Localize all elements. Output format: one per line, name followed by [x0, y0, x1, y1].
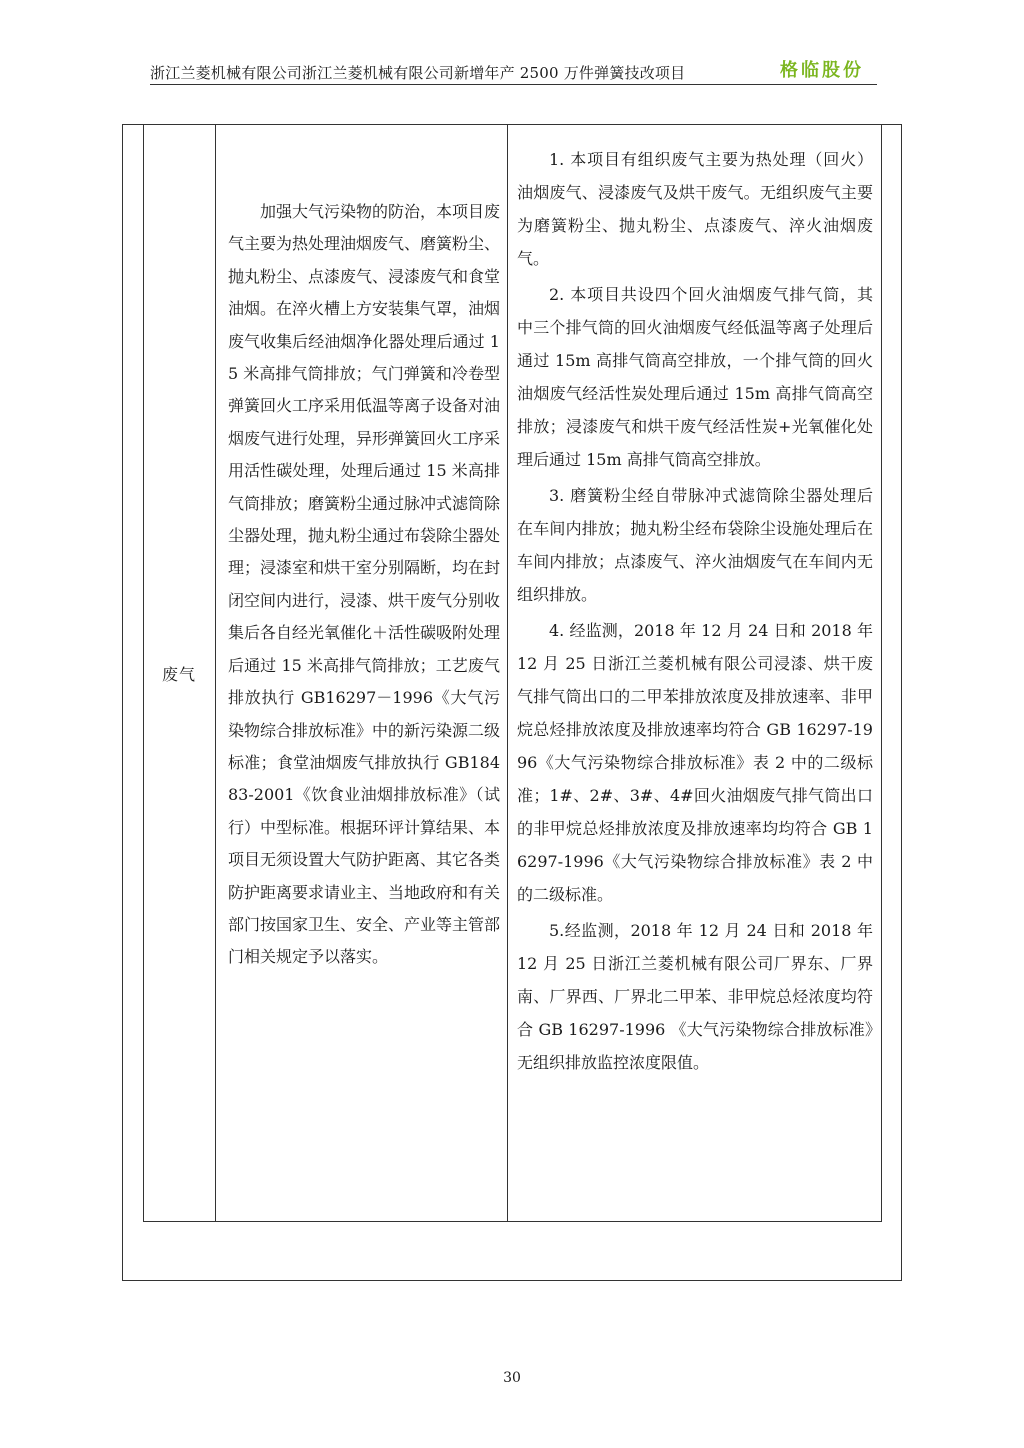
implementation-cell	[517, 143, 873, 1082]
document-header-title: 浙江兰菱机械有限公司浙江兰菱机械有限公司新增年产 2500 万件弹簧技改项目	[150, 64, 686, 82]
implementation-item-3: 3. 磨簧粉尘经自带脉冲式滤筒除尘器处理后在车间内排放；抛丸粉尘经布袋除尘设施处理后在车间内排放；点漆废气、淬火油烟废气在车间内无组织排放。	[517, 486, 873, 604]
page-number: 30	[503, 1370, 521, 1386]
company-logo: 格临股份	[780, 60, 864, 81]
requirement-cell-text: 加强大气污染物的防治，本项目废气主要为热处理油烟废气、磨簧粉尘、抛丸粉尘、点漆废气、浸漆废气和食堂油烟。在淬火槽上方安装集气罩，油烟废气收集后经油烟净化器处理后通过 15 米高排气筒排放；气门弹簧和冷卷型弹簧回火工序采用低温等离子设备对油烟废气进行处理，异形弹簧回火工序采用活性碳处理，处理后通过 15 米高排气筒排放；磨簧粉尘通过脉冲式滤筒除尘器处理，抛丸粉尘通过布袋除尘器处理；浸漆室和烘干室分别隔断，均在封闭空间内进行，浸漆、烘干废气分别收集后各自经光氧催化＋活性碳吸附处理后通过 15 米高排气筒排放；工艺废气排放执行 GB16297－1996《大气污染物综合排放标准》中的新污染源二级标准；食堂油烟废气排放执行 GB18483-2001《饮食业油烟排放标准》（试行）中型标准。根据环评计算结果、本项目无须设置大气防护距离、其它各类防护距离要求请业主、当地政府和有关部门按国家卫生、安全、产业等主管部门相关规定予以落实。	[228, 202, 501, 967]
category-cell	[143, 124, 215, 1222]
category-label: 废气	[161, 664, 196, 684]
implementation-item-5: 5.经监测，2018 年 12 月 24 日和 2018 年 12 月 25 日浙江兰菱机械有限公司厂界东、厂界南、厂界西、厂界北二甲苯、非甲烷总烃浓度均符合 GB 16297-1996 《大气污染物综合排放标准》无组织排放监控浓度限值。	[517, 921, 873, 1072]
implementation-item-2: 2. 本项目共设四个回火油烟废气排气筒，其中三个排气筒的回火油烟废气经低温等离子处理后通过 15m 高排气筒高空排放，一个排气筒的回火油烟废气经活性炭处理后通过 15m 高排气筒高空排放；浸漆废气和烘干废气经活性炭+光氧催化处理后通过 15m 高排气筒高空排放。	[517, 285, 873, 469]
column-divider-requirement	[507, 124, 508, 1222]
implementation-item-1: 1. 本项目有组织废气主要为热处理（回火）油烟废气、浸漆废气及烘干废气。无组织废气主要为磨簧粉尘、抛丸粉尘、点漆废气、淬火油烟废气。	[517, 150, 873, 268]
implementation-item-4: 4. 经监测，2018 年 12 月 24 日和 2018 年 12 月 25 日浙江兰菱机械有限公司浸漆、烘干废气排气筒出口的二甲苯排放浓度及排放速率、非甲烷总烃排放浓度及排放速率均符合 GB 16297-1996《大气污染物综合排放标准》表 2 中的二级标准；1#、2#、3#、4#回火油烟废气排气筒出口的非甲烷总烃排放浓度及排放速率均均符合 GB 16297-1996《大气污染物综合排放标准》表 2 中的二级标准。	[517, 621, 873, 904]
header-divider	[150, 84, 877, 85]
column-divider-category	[215, 124, 216, 1222]
